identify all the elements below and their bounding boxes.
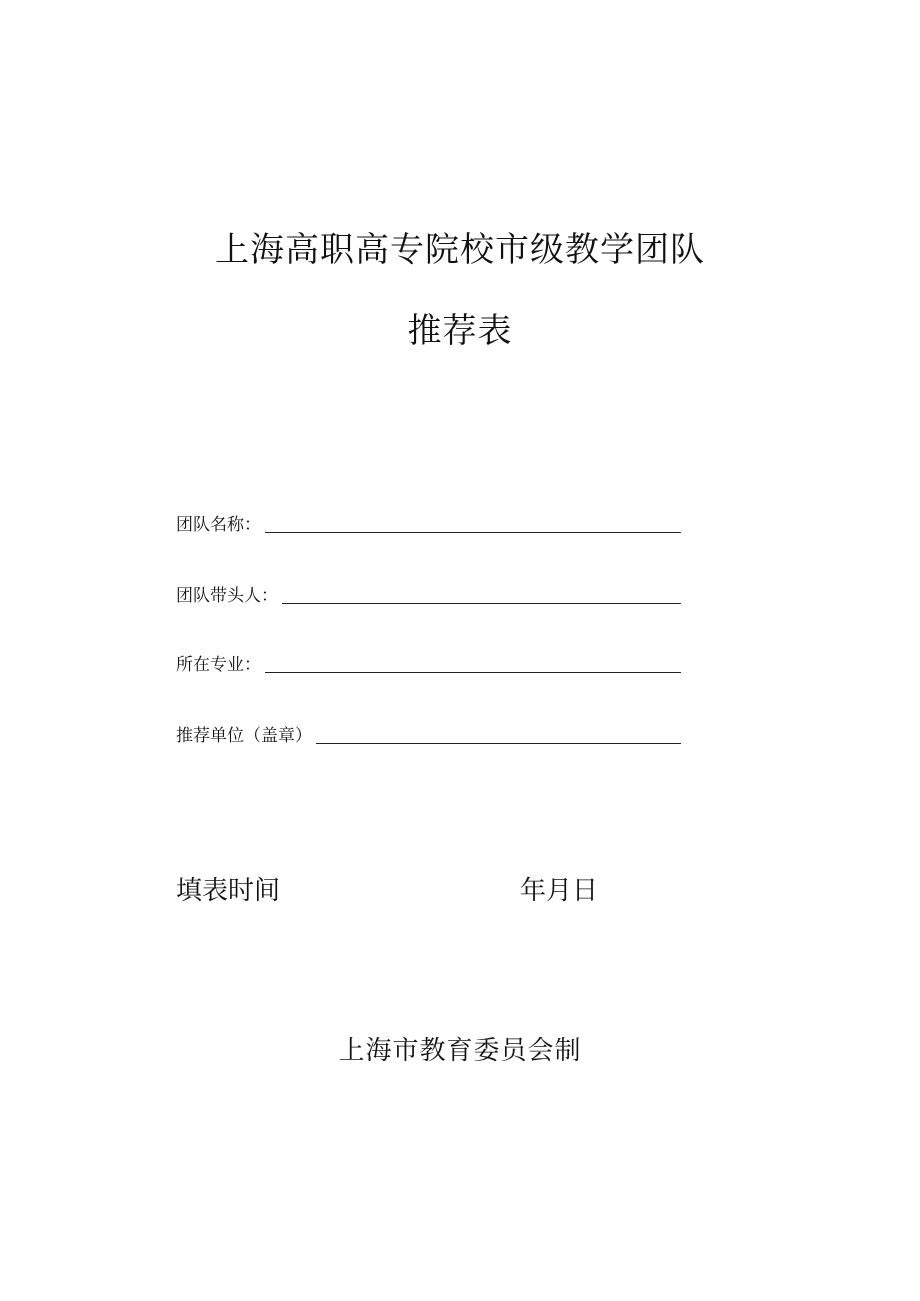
- team-name-field[interactable]: [265, 510, 681, 533]
- team-leader-label: 团队带头人：: [176, 586, 278, 606]
- team-leader-field[interactable]: [282, 581, 681, 604]
- team-leader-row: [176, 579, 681, 607]
- fill-time-label: 填表时间: [176, 876, 281, 906]
- major-row: [176, 648, 681, 676]
- recommending-unit-label: 推荐单位（盖章）: [176, 726, 312, 746]
- document-title: 上海高职高专院校市级教学团队: [215, 230, 705, 270]
- recommending-unit-field[interactable]: [316, 721, 681, 744]
- major-label: 所在专业：: [176, 655, 261, 675]
- document-subtitle: 推荐表: [407, 311, 513, 351]
- recommending-unit-row: [176, 719, 681, 747]
- team-name-label: 团队名称：: [176, 515, 261, 535]
- team-name-row: [176, 508, 681, 536]
- fill-date-format: 年月日: [520, 876, 599, 906]
- major-field[interactable]: [265, 650, 681, 673]
- issuer-text: 上海市教育委员会制: [338, 1036, 582, 1066]
